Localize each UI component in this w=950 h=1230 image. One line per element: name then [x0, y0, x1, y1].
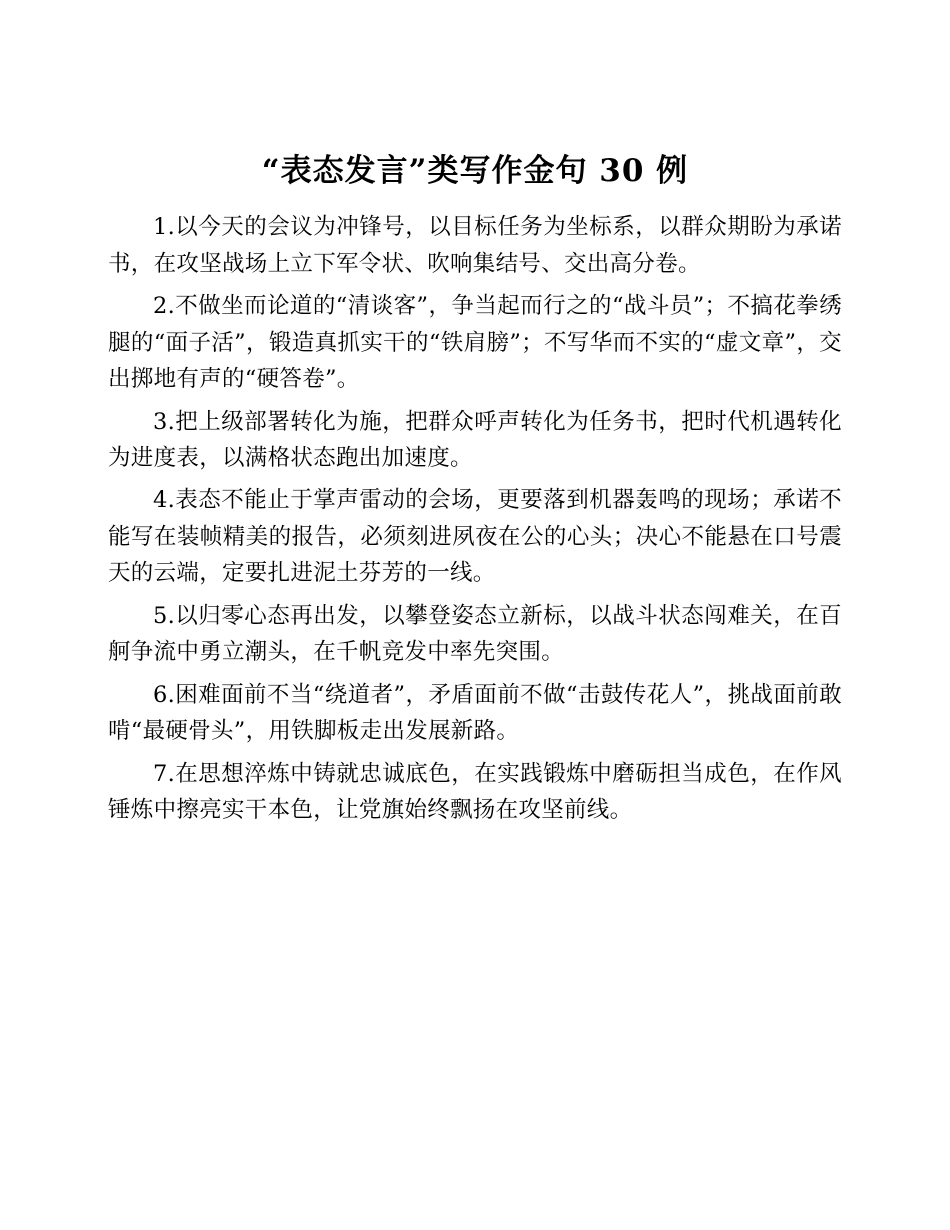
paragraph-6: 6.困难面前不当“绕道者”，矛盾面前不做“击鼓传花人”，挑战面前敢啃“最硬骨头”，用铁脚板走出发展新路。	[108, 681, 842, 745]
paragraph-3: 3.把上级部署转化为施，把群众呼声转化为任务书，把时代机遇转化为进度表，以满格状态跑出加速度。	[108, 408, 842, 472]
paragraph-7: 7.在思想淬炼中铸就忠诚底色，在实践锻炼中磨砺担当成色，在作风锤炼中擦亮实干本色，让党旗始终飘扬在攻坚前线。	[108, 760, 842, 823]
paragraph-4: 4.表态不能止于掌声雷动的会场，更要落到机器轰鸣的现场；承诺不能写在装帧精美的报告，必须刻进夙夜在公的心头；决心不能悬在口号震天的云端，定要扎进泥土芬芳的一线。	[108, 487, 842, 587]
page-title: “表态发言”类写作金句 30 例	[261, 153, 689, 189]
paragraph-5: 5.以归零心态再出发，以攀登姿态立新标，以战斗状态闯难关，在百舸争流中勇立潮头，在千帆竞发中率先突围。	[108, 602, 842, 666]
paragraph-2: 2.不做坐而论道的“清谈客”，争当起而行之的“战斗员”；不搞花拳绣腿的“面子活”，锻造真抓实干的“铁肩膀”；不写华而不实的“虚文章”，交出掷地有声的“硬答卷”。	[108, 293, 842, 393]
paragraph-1: 1.以今天的会议为冲锋号，以目标任务为坐标系，以群众期盼为承诺书，在攻坚战场上立下军令状、吹响集结号、交出高分卷。	[108, 214, 842, 277]
